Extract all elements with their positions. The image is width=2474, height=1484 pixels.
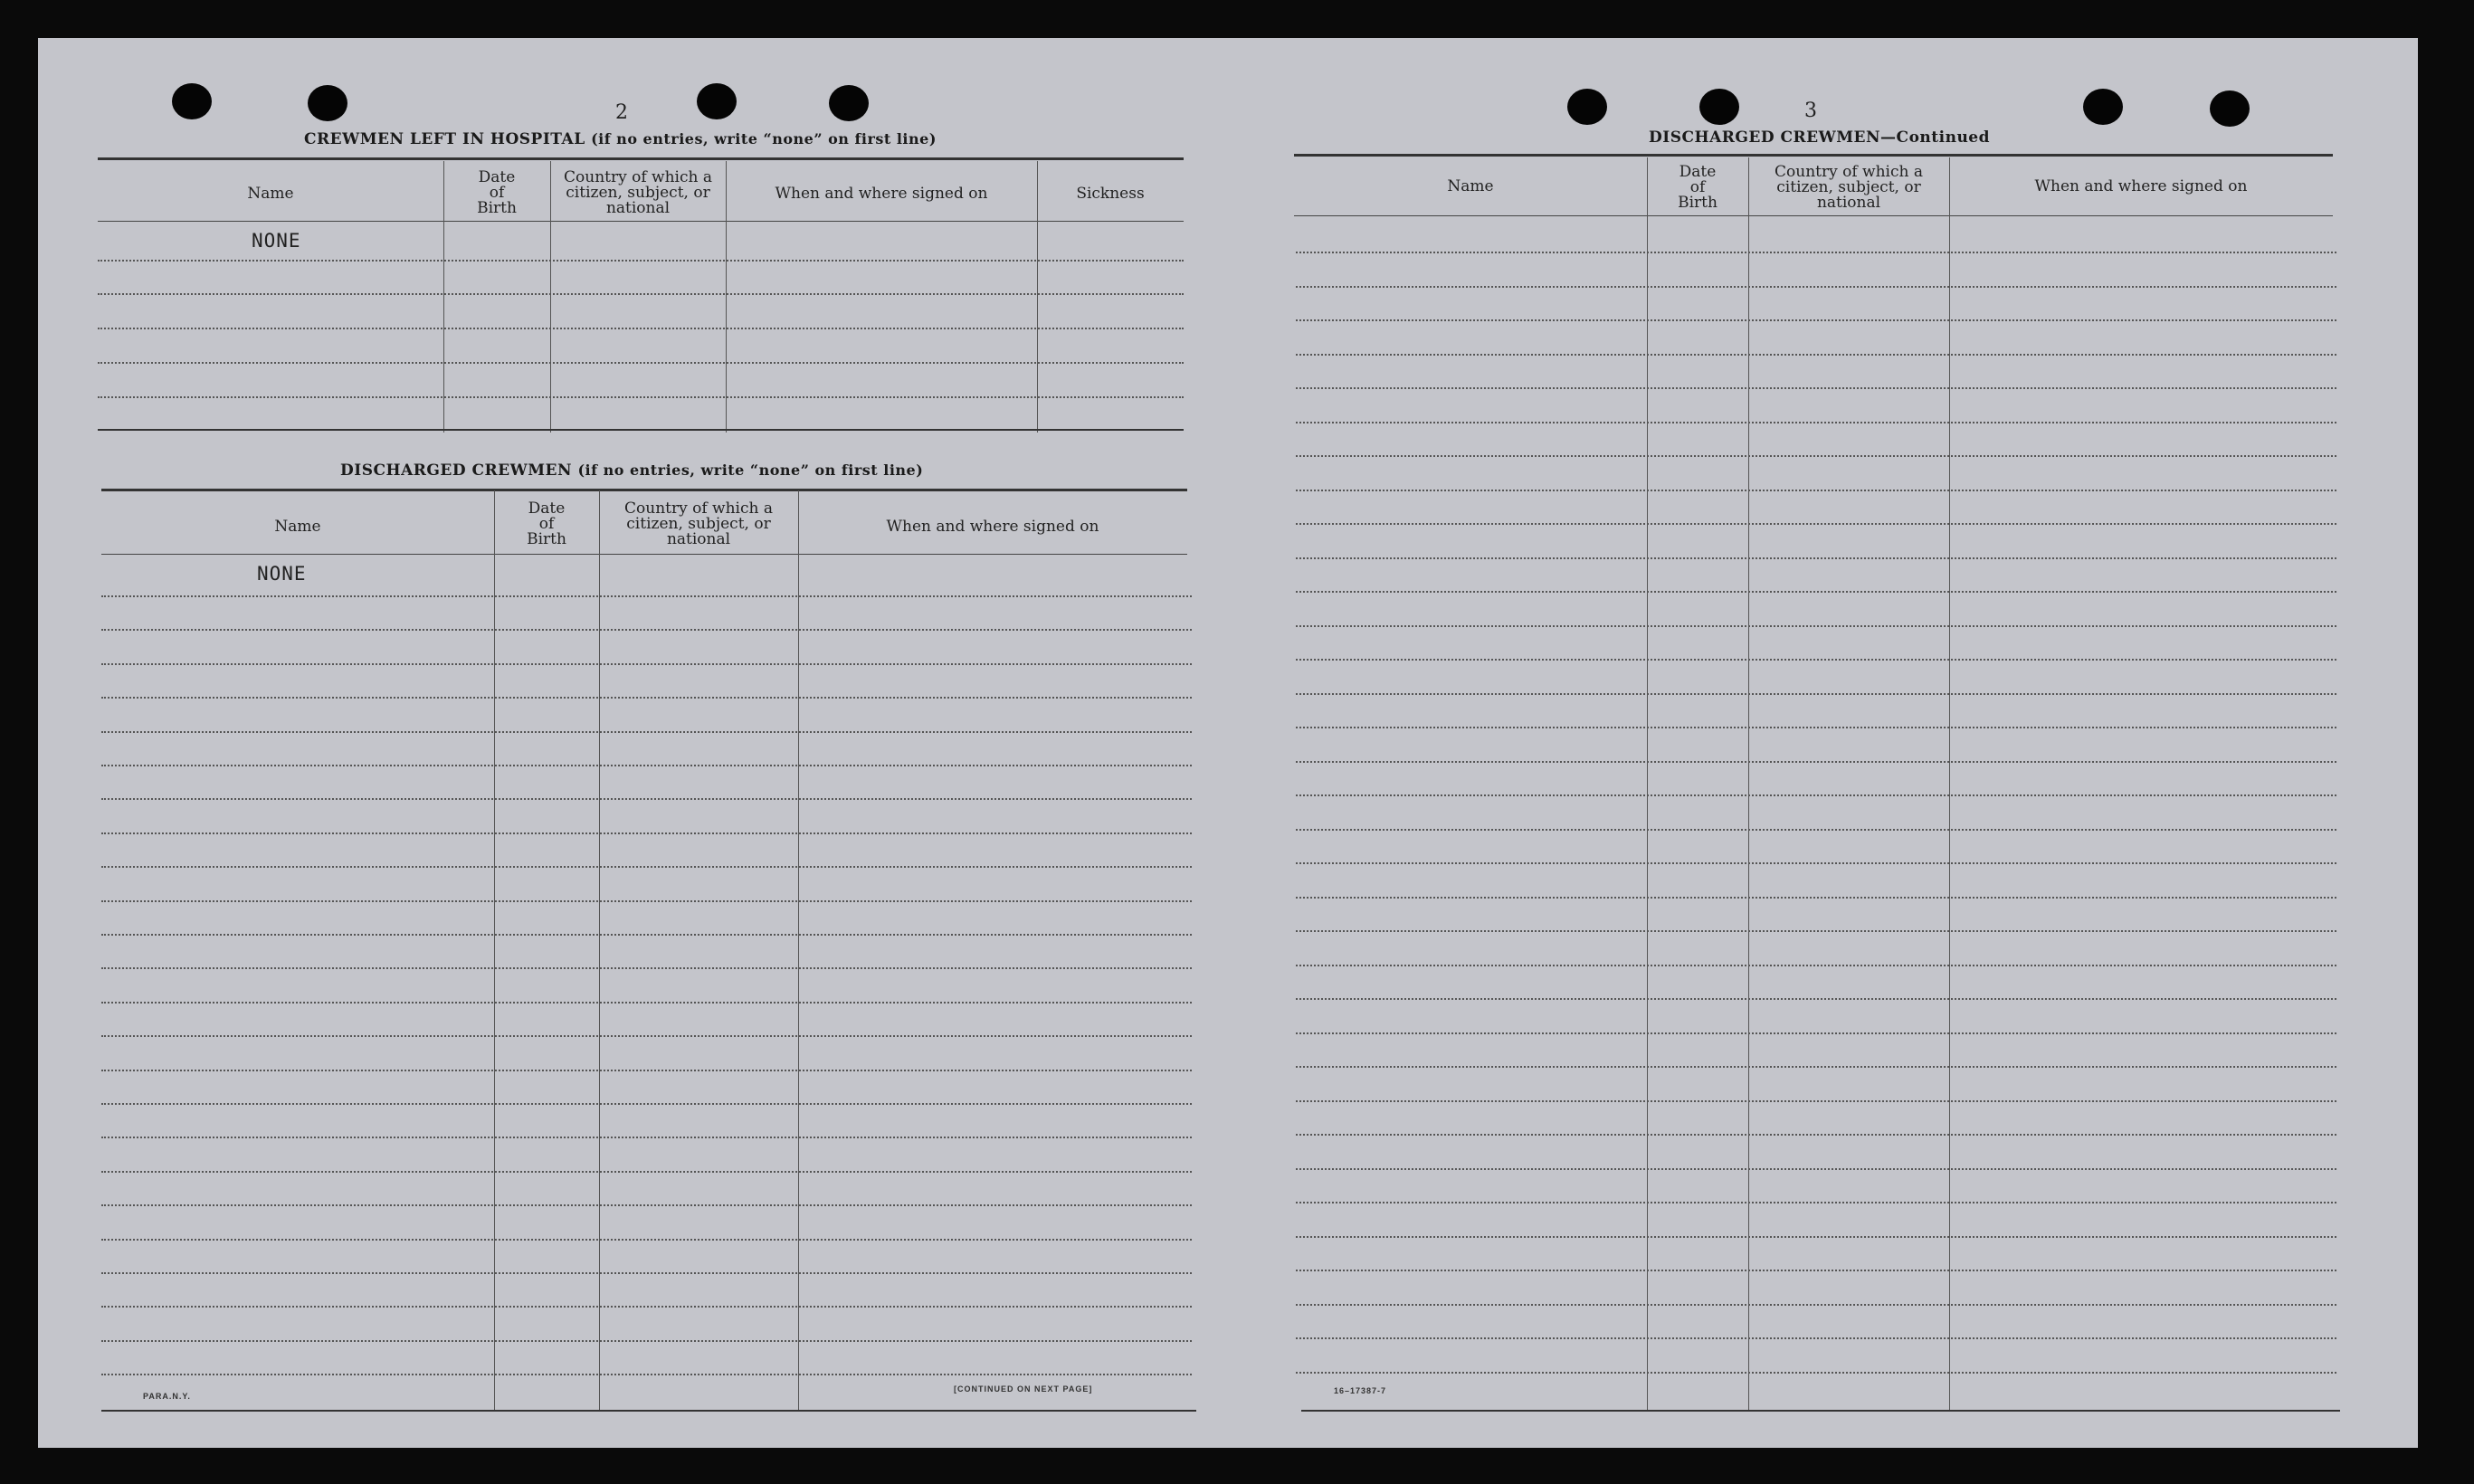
right-row-line bbox=[1296, 319, 2336, 321]
right-title-suffix: —Continued bbox=[1880, 128, 1991, 147]
right-col-dob-label: Date of Birth bbox=[1678, 163, 1718, 212]
hospital-vline bbox=[550, 161, 551, 433]
punch-hole bbox=[308, 85, 347, 121]
punch-hole bbox=[2083, 89, 2123, 125]
discharged-col-dob-label: Date of Birth bbox=[527, 499, 566, 548]
discharged-top-rule bbox=[101, 489, 1187, 491]
discharged-row-line bbox=[101, 832, 1192, 834]
discharged-row-line bbox=[101, 967, 1192, 969]
right-col-country bbox=[1748, 165, 1949, 211]
right-section-title bbox=[1649, 128, 1990, 147]
discharged-row-line bbox=[101, 765, 1192, 766]
hospital-header-rule bbox=[98, 221, 1184, 222]
discharged-row-line bbox=[101, 1070, 1192, 1071]
hospital-vline bbox=[726, 161, 727, 433]
discharged-col-dob bbox=[494, 501, 599, 547]
right-col-name: Name bbox=[1447, 177, 1494, 195]
hospital-col-dob bbox=[443, 170, 550, 216]
discharged-row-line bbox=[101, 1103, 1192, 1105]
discharged-row-line bbox=[101, 1204, 1192, 1206]
right-row-line bbox=[1296, 387, 2336, 389]
hospital-first-entry: NONE bbox=[252, 230, 301, 252]
right-row-line bbox=[1296, 455, 2336, 457]
discharged-first-entry: NONE bbox=[257, 563, 307, 585]
hospital-col-country bbox=[550, 170, 726, 216]
right-row-line bbox=[1296, 998, 2336, 1000]
right-row-line bbox=[1296, 557, 2336, 559]
discharged-row-line bbox=[101, 1374, 1192, 1375]
right-row-line bbox=[1296, 625, 2336, 627]
hospital-row-line bbox=[98, 328, 1184, 329]
discharged-col-country bbox=[599, 501, 798, 547]
right-bottom-rule bbox=[1301, 1410, 2340, 1412]
right-header-rule bbox=[1294, 215, 2333, 216]
right-row-line bbox=[1296, 1032, 2336, 1034]
hospital-row-line bbox=[98, 260, 1184, 262]
right-row-line bbox=[1296, 591, 2336, 593]
right-row-line bbox=[1296, 829, 2336, 831]
right-row-line bbox=[1296, 761, 2336, 763]
discharged-bottom-rule bbox=[101, 1410, 1196, 1412]
punch-hole bbox=[1699, 89, 1739, 125]
footer-continued: [CONTINUED ON NEXT PAGE] bbox=[954, 1384, 1093, 1394]
right-row-line bbox=[1296, 286, 2336, 288]
right-row-line bbox=[1296, 1202, 2336, 1203]
right-row-line bbox=[1296, 1134, 2336, 1136]
hospital-bottom-rule bbox=[98, 429, 1184, 431]
right-title-text: DISCHARGED CREWMEN bbox=[1649, 128, 1881, 147]
right-row-line bbox=[1296, 422, 2336, 423]
discharged-row-line bbox=[101, 1035, 1192, 1037]
discharged-row-line bbox=[101, 798, 1192, 800]
punch-hole bbox=[697, 83, 737, 119]
discharged-row-line bbox=[101, 731, 1192, 733]
punch-hole bbox=[1567, 89, 1607, 125]
right-row-line bbox=[1296, 1372, 2336, 1374]
hospital-row-line bbox=[98, 362, 1184, 364]
right-vline bbox=[1748, 157, 1749, 1412]
discharged-header-rule bbox=[101, 554, 1187, 555]
discharged-row-line bbox=[101, 1002, 1192, 1004]
right-row-line bbox=[1296, 659, 2336, 661]
punch-hole bbox=[172, 83, 212, 119]
discharged-section-title bbox=[340, 461, 923, 480]
right-row-line bbox=[1296, 523, 2336, 525]
right-row-line bbox=[1296, 1304, 2336, 1306]
right-row-line bbox=[1296, 794, 2336, 796]
right-top-rule bbox=[1294, 154, 2333, 157]
right-col-country-label: Country of which a citizen, subject, or national bbox=[1775, 163, 1923, 212]
right-row-line bbox=[1296, 490, 2336, 491]
discharged-row-line bbox=[101, 1171, 1192, 1173]
discharged-row-line bbox=[101, 663, 1192, 665]
hospital-col-name: Name bbox=[247, 185, 294, 203]
discharged-col-country-label: Country of which a citizen, subject, or national bbox=[624, 499, 773, 548]
hospital-row-line bbox=[98, 396, 1184, 398]
discharged-title-text: DISCHARGED CREWMEN bbox=[340, 461, 573, 480]
right-row-line bbox=[1296, 1100, 2336, 1102]
discharged-col-signed: When and where signed on bbox=[886, 518, 1099, 536]
punch-hole bbox=[2210, 90, 2250, 127]
right-vline bbox=[1647, 157, 1648, 1412]
hospital-col-sickness: Sickness bbox=[1076, 185, 1145, 203]
hospital-vline bbox=[443, 161, 444, 433]
discharged-row-line bbox=[101, 1272, 1192, 1274]
right-row-line bbox=[1296, 252, 2336, 253]
hospital-col-country-label: Country of which a citizen, subject, or national bbox=[564, 168, 712, 217]
right-row-line bbox=[1296, 965, 2336, 966]
hospital-col-signed: When and where signed on bbox=[775, 185, 988, 203]
right-row-line bbox=[1296, 354, 2336, 356]
discharged-col-name: Name bbox=[274, 518, 321, 536]
right-row-line bbox=[1296, 930, 2336, 932]
right-row-line bbox=[1296, 727, 2336, 728]
discharged-row-line bbox=[101, 1306, 1192, 1308]
right-row-line bbox=[1296, 1066, 2336, 1068]
footer-printer-left: PARA.N.Y. bbox=[143, 1392, 191, 1401]
hospital-title-note: (if no entries, write “none” on first line) bbox=[591, 130, 937, 147]
page-number-left: 2 bbox=[615, 101, 628, 124]
hospital-title-text: CREWMEN LEFT IN HOSPITAL bbox=[304, 130, 585, 148]
right-row-line bbox=[1296, 1337, 2336, 1339]
right-col-signed: When and where signed on bbox=[2034, 177, 2248, 195]
page-number-right: 3 bbox=[1804, 100, 1817, 122]
right-row-line bbox=[1296, 1168, 2336, 1170]
discharged-title-note: (if no entries, write “none” on first line) bbox=[577, 461, 924, 479]
right-vline bbox=[1949, 157, 1950, 1412]
right-row-line bbox=[1296, 862, 2336, 864]
discharged-row-line bbox=[101, 1239, 1192, 1241]
discharged-row-line bbox=[101, 595, 1192, 597]
hospital-row-line bbox=[98, 293, 1184, 295]
discharged-row-line bbox=[101, 1137, 1192, 1138]
right-row-line bbox=[1296, 693, 2336, 695]
hospital-top-rule bbox=[98, 157, 1184, 160]
hospital-section-title bbox=[304, 130, 937, 148]
discharged-row-line bbox=[101, 629, 1192, 631]
discharged-row-line bbox=[101, 900, 1192, 902]
right-row-line bbox=[1296, 1270, 2336, 1271]
hospital-vline bbox=[1037, 161, 1038, 433]
right-row-line bbox=[1296, 1236, 2336, 1238]
discharged-row-line bbox=[101, 866, 1192, 868]
discharged-row-line bbox=[101, 697, 1192, 699]
discharged-row-line bbox=[101, 934, 1192, 936]
hospital-col-dob-label: Date of Birth bbox=[477, 168, 517, 217]
right-row-line bbox=[1296, 897, 2336, 899]
punch-hole bbox=[829, 85, 869, 121]
document-sheet bbox=[38, 38, 2418, 1448]
right-col-dob bbox=[1647, 165, 1748, 211]
footer-form-number: 16–17387-7 bbox=[1334, 1386, 1387, 1395]
discharged-row-line bbox=[101, 1340, 1192, 1342]
